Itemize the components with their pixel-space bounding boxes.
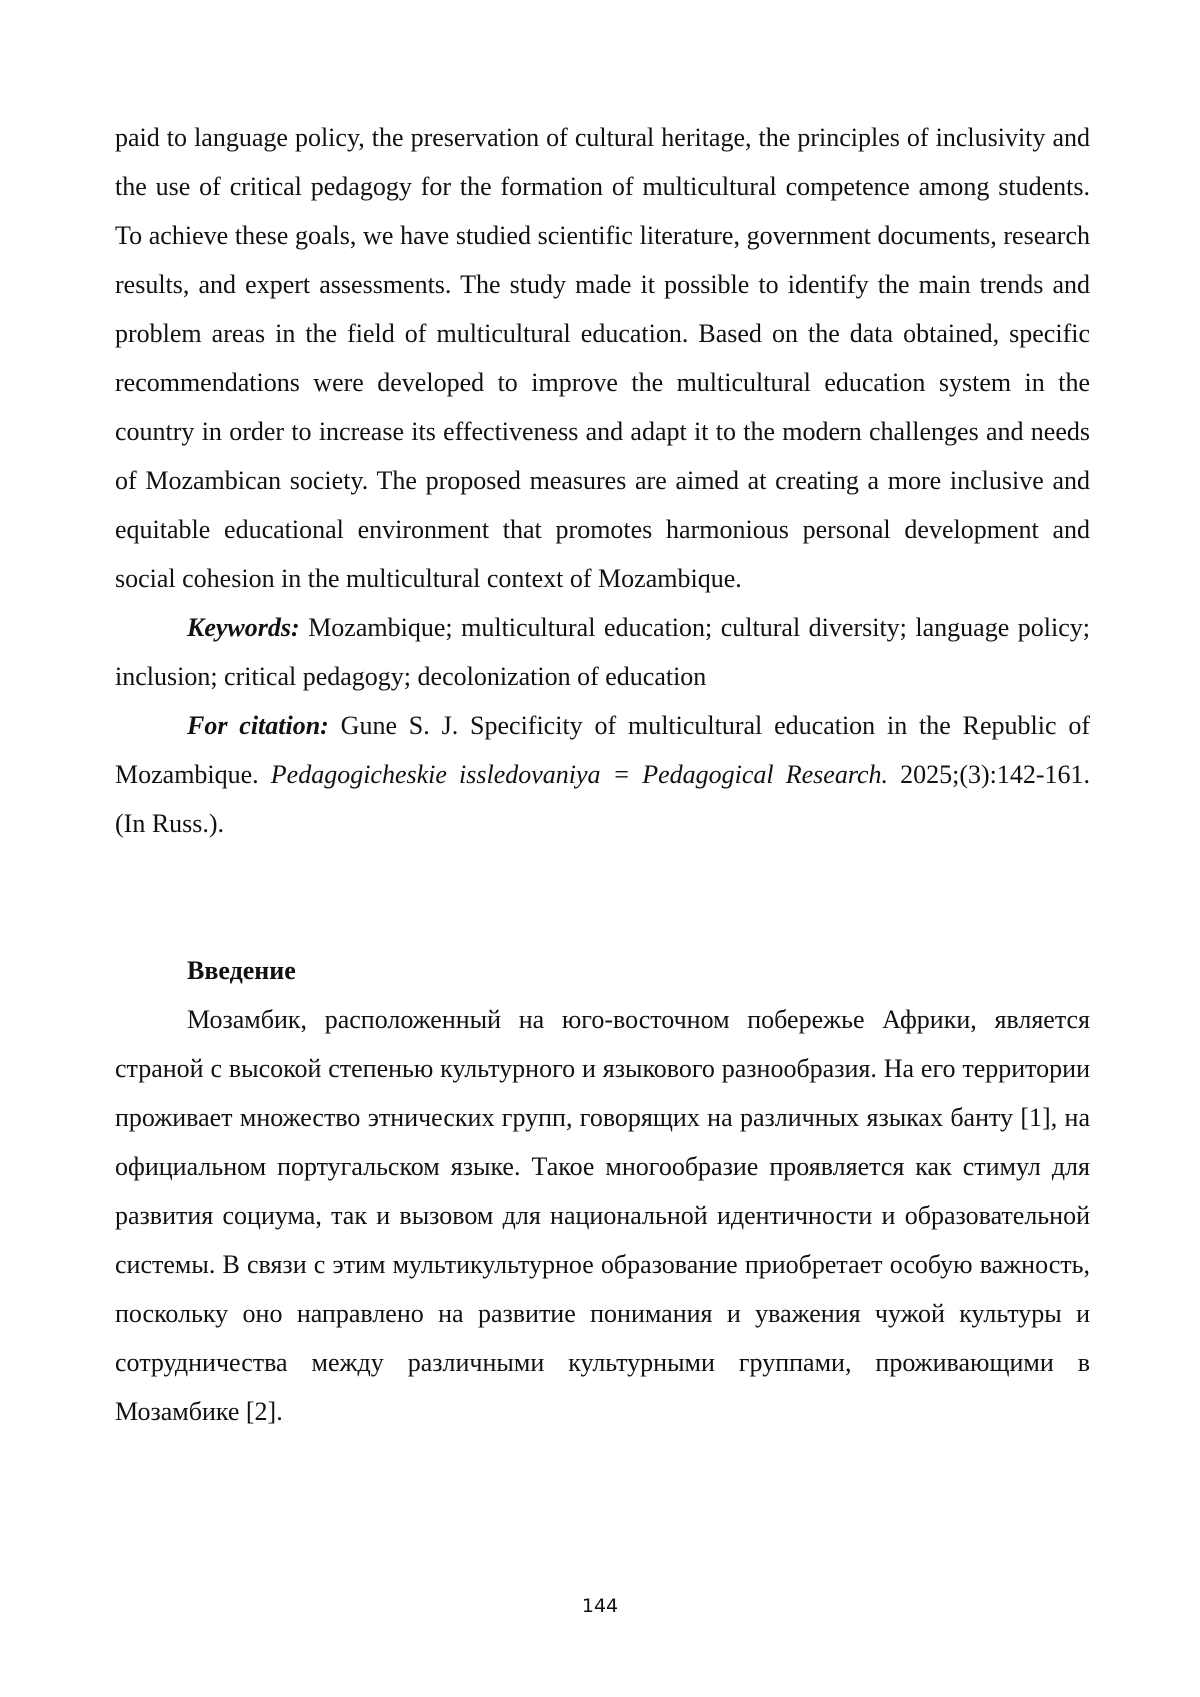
page-content bbox=[115, 113, 1090, 1436]
keywords-text: Mozambique; multicultural education; cultural diversity; language policy; inclusion; critical pedagogy; decolonization of education bbox=[115, 613, 1090, 691]
citation-paragraph bbox=[115, 701, 1090, 848]
keywords-paragraph bbox=[115, 603, 1090, 701]
citation-text-after: 2025;(3):142-161. (In Russ.). bbox=[115, 760, 1091, 838]
introduction-paragraph: Мозамбик, расположенный на юго-восточном побережье Африки, является страной с высокой степенью культурного и языкового разнообразия. На его территории проживает множество этнических групп, говорящих на различных языках банту [1], на официальном португальском языке. Такое многообразие проявляется как стимул для развития социума, так и вызовом для национальной идентичности и образовательной системы. В связи с этим мультикультурное образование приобретает особую важность, поскольку оно направлено на развитие понимания и уважения чужой культуры и сотрудничества между различными культурными группами, проживающими в Мозамбике [2]. bbox=[115, 1005, 1090, 1426]
citation-label: For citation: bbox=[187, 711, 329, 740]
page-number: 144 bbox=[581, 1595, 619, 1617]
citation-journal: Pedagogicheskie issledovaniya = Pedagogical Research. bbox=[270, 760, 889, 789]
citation-text-before: Gune S. J. Specificity of multicultural education in the Republic of Mozambique. bbox=[115, 711, 1090, 789]
section-spacer bbox=[115, 848, 1090, 946]
abstract-continuation: paid to language policy, the preservation of cultural heritage, the principles of inclusivity and the use of critical pedagogy for the formation of multicultural competence among students. To achieve these goals, we have studied scientific literature, government documents, research results, and expert assessments. The study made it possible to identify the main trends and problem areas in the field of multicultural education. Based on the data obtained, specific recommendations were developed to improve the multicultural education system in the country in order to increase its effectiveness and adapt it to the modern challenges and needs of Mozambican society. The proposed measures are aimed at creating a more inclusive and equitable educational environment that promotes harmonious personal development and social cohesion in the multicultural context of Mozambique. bbox=[115, 123, 1090, 593]
section-heading: Введение bbox=[187, 956, 296, 985]
keywords-label: Keywords: bbox=[187, 613, 300, 642]
